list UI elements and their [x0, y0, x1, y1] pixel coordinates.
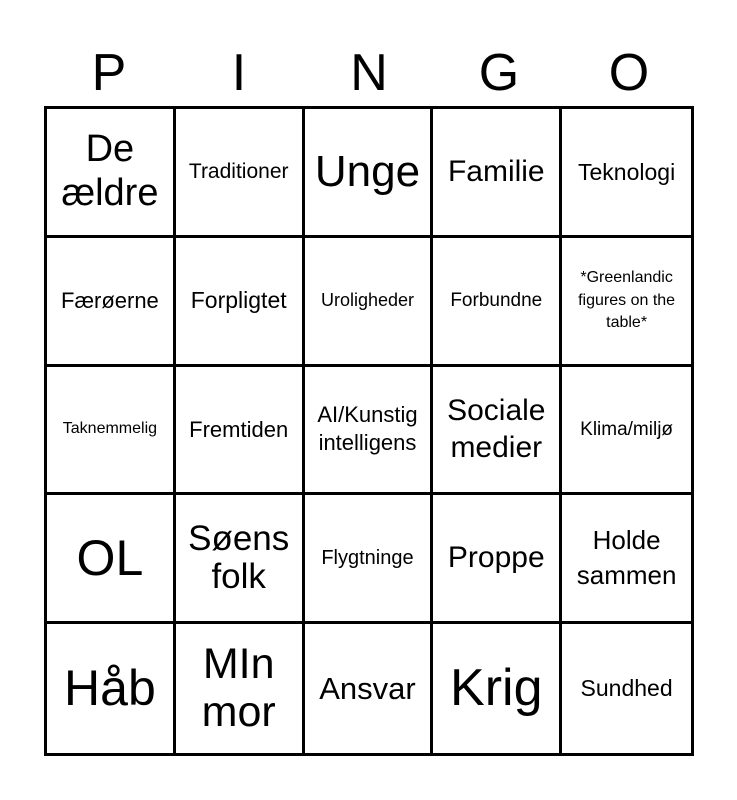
bingo-cell[interactable]	[176, 624, 305, 753]
bingo-cell[interactable]	[433, 367, 562, 496]
bingo-cell[interactable]	[47, 238, 176, 367]
cell-text: Holde sammen	[576, 525, 677, 591]
cell-text: Sundhed	[580, 675, 673, 702]
cell-text: Teknologi	[578, 158, 676, 185]
bingo-cell[interactable]	[433, 624, 562, 753]
bingo-cell[interactable]	[562, 109, 691, 238]
cell-text: Ansvar	[319, 670, 416, 706]
cell-text: Unge	[314, 146, 421, 196]
bingo-cell[interactable]	[562, 624, 691, 753]
bingo-cell[interactable]	[47, 109, 176, 238]
cell-text: *Greenlandic figures on the table*	[578, 269, 676, 331]
cell-text: Traditioner	[188, 159, 289, 183]
bingo-cell[interactable]	[433, 238, 562, 367]
bingo-cell[interactable]	[562, 495, 691, 624]
cell-text: Familie	[447, 154, 545, 188]
bingo-cell[interactable]	[176, 367, 305, 496]
cell-text: Fremtiden	[189, 416, 289, 442]
bingo-cell[interactable]	[47, 367, 176, 496]
bingo-cell[interactable]	[176, 238, 305, 367]
bingo-cell[interactable]	[47, 624, 176, 753]
bingo-cell[interactable]	[305, 109, 434, 238]
cell-text: Sociale medier	[447, 393, 546, 465]
bingo-cell[interactable]	[433, 109, 562, 238]
cell-text: De ældre	[61, 128, 159, 214]
bingo-cell[interactable]	[47, 495, 176, 624]
bingo-cell[interactable]	[305, 495, 434, 624]
header-letter-o: O	[608, 44, 650, 102]
bingo-cell[interactable]	[176, 109, 305, 238]
bingo-cell[interactable]	[176, 495, 305, 624]
cell-text: Taknemmelig	[62, 420, 158, 438]
header-letter-p: P	[91, 44, 127, 102]
cell-text: Forpligtet	[190, 287, 287, 314]
cell-text: Flygtninge	[321, 546, 414, 569]
bingo-cell[interactable]	[562, 238, 691, 367]
cell-text: Klima/miljø	[580, 418, 674, 440]
cell-text: Krig	[450, 658, 543, 717]
header-letter-n: N	[350, 44, 388, 102]
bingo-header	[44, 40, 694, 106]
header-letter-g: G	[478, 44, 520, 102]
cell-text: Uroligheder	[320, 290, 415, 311]
cell-text: AI/Kunstig intelligens	[317, 401, 418, 456]
bingo-cell[interactable]	[433, 495, 562, 624]
cell-text: MIn mor	[201, 640, 276, 736]
bingo-grid	[44, 106, 694, 756]
bingo-cell[interactable]	[305, 624, 434, 753]
bingo-cell[interactable]	[305, 367, 434, 496]
header-letter-i: I	[231, 44, 247, 102]
cell-text: Proppe	[447, 541, 545, 575]
cell-text: OL	[76, 529, 144, 586]
cell-text: Håb	[64, 659, 156, 716]
bingo-cell[interactable]	[562, 367, 691, 496]
cell-text: Færøerne	[61, 288, 159, 314]
cell-text: Søens folk	[188, 518, 290, 597]
bingo-cell[interactable]	[305, 238, 434, 367]
cell-text: Forbundne	[450, 289, 543, 311]
